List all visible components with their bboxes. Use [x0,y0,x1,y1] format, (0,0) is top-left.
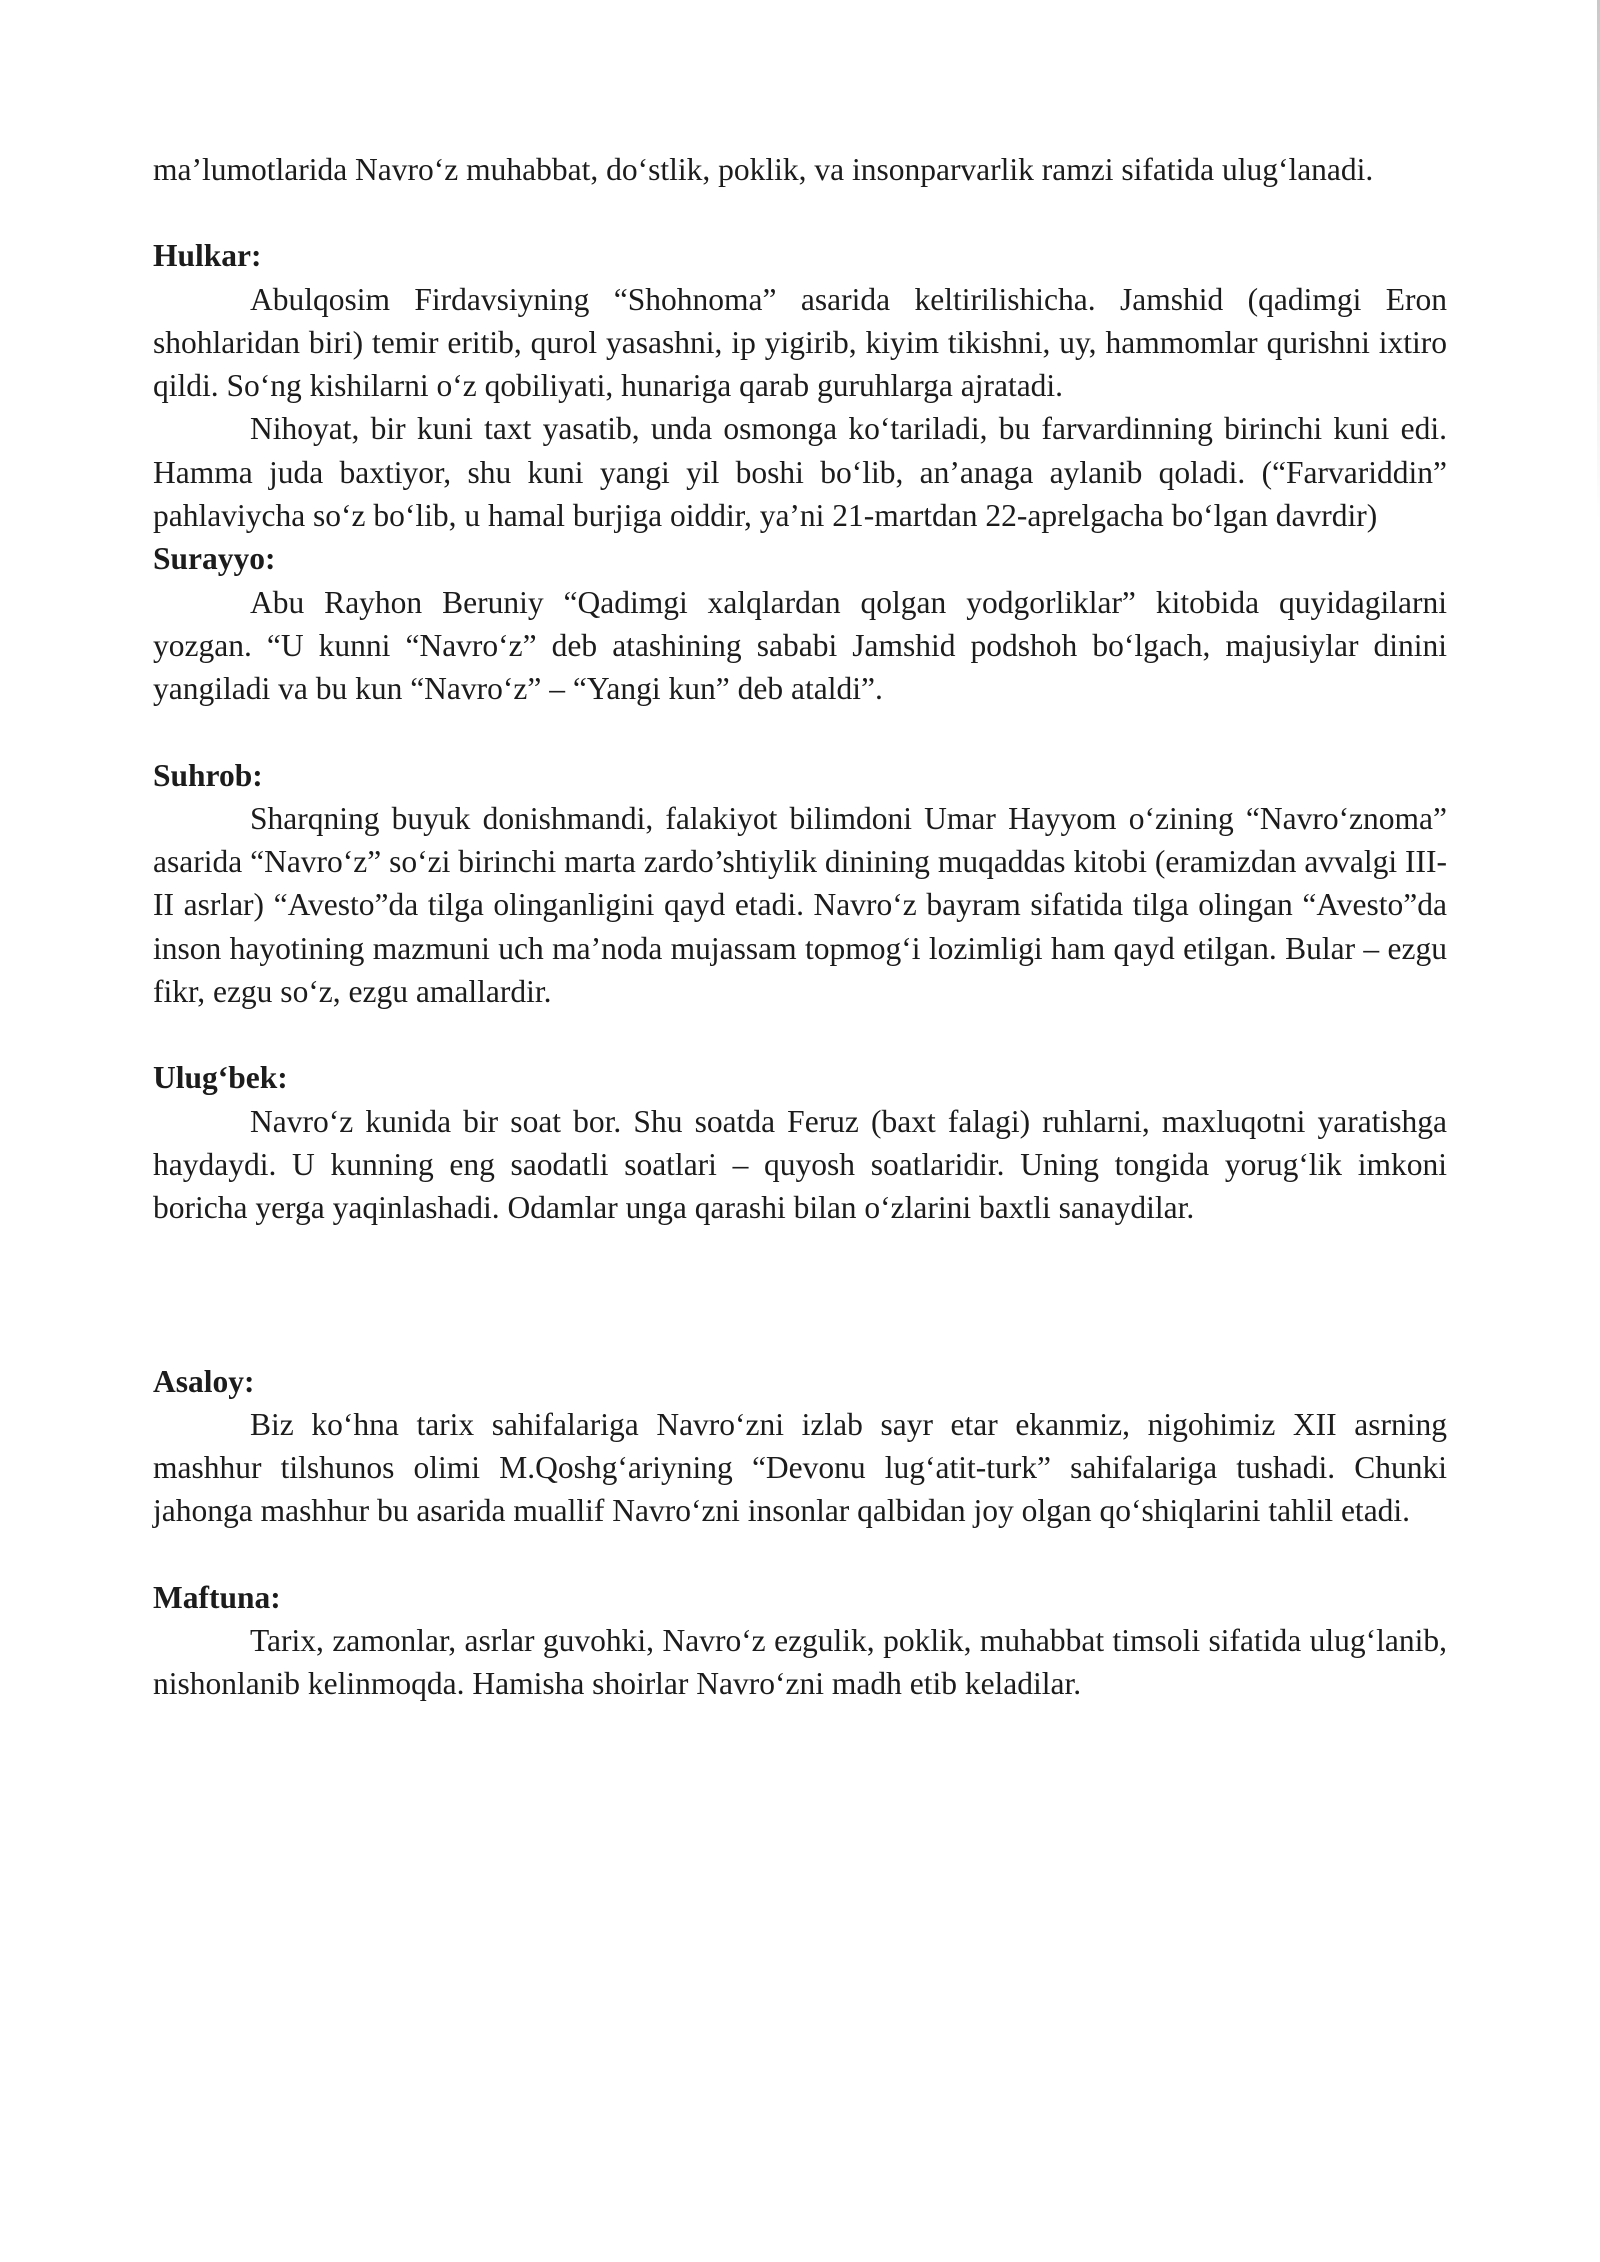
paragraph-hulkar-1: Abulqosim Firdavsiyning “Shohnoma” asarida keltirilishicha. Jamshid (qadimgi Eron shohlaridan biri) temir eritib, qurol yasashni, ip yigirib, kiyim tikishni, uy, hammomlar qurishni ixtiro qildi. So‘ng kishilarni o‘z qobiliyati, hunariga qarab guruhlarga ajratadi. [153,281,1447,404]
speaker-maftuna: Maftuna: [153,1579,281,1615]
paragraph-ulugbek-1: Navro‘z kunida bir soat bor. Shu soatda Feruz (baxt falagi) ruhlarni, maxluqotni yaratishga haydaydi. U kunning eng saodatli soatlari – quyosh soatlaridir. Uning tongida yorug‘lik imkoni boricha yerga yaqinlashadi. Odamlar unga qarashi bilan o‘zlarini baxtli sanaydilar. [153,1103,1447,1226]
speaker-ulugbek: Ulug‘bek: [153,1060,288,1096]
paragraph-hulkar-2: Nihoyat, bir kuni taxt yasatib, unda osmonga ko‘tariladi, bu farvardinning birinchi kuni edi. Hamma juda baxtiyor, shu kuni yangi yil boshi bo‘lib, an’anaga aylanib qoladi. (“Farvariddin” pahlaviycha so‘z bo‘lib, u hamal burjiga oiddir, ya’ni 21-martdan 22-aprelgacha bo‘lgan davrdir) [153,411,1447,534]
spacer [153,1230,1447,1360]
spacer [153,711,1447,754]
speaker-asaloy: Asaloy: [153,1363,255,1399]
speaker-hulkar: Hulkar: [153,238,262,274]
speaker-surayyo: Surayyo: [153,541,276,577]
speaker-suhrob: Suhrob: [153,757,263,793]
paragraph-surayyo-1: Abu Rayhon Beruniy “Qadimgi xalqlardan qolgan yodgorliklar” kitobida quyidagilarni yozgan. “U kunni “Navro‘z” deb atashining sababi Jamshid podshoh bo‘lgach, majusiylar dinini yangiladi va bu kun “Navro‘z” – “Yangi kun” deb ataldi”. [153,584,1447,707]
spacer [153,1533,1447,1576]
paragraph-maftuna-1: Tarix, zamonlar, asrlar guvohki, Navro‘z ezgulik, poklik, muhabbat timsoli sifatida ulug‘lanib, nishonlanib kelinmoqda. Hamisha shoirlar Navro‘zni madh etib keladilar. [153,1623,1447,1702]
intro-paragraph: ma’lumotlarida Navro‘z muhabbat, do‘stlik, poklik, va insonparvarlik ramzi sifatida ulug‘lanadi. [153,152,1374,187]
spacer [153,1013,1447,1056]
spacer [153,191,1447,234]
paragraph-asaloy-1: Biz ko‘hna tarix sahifalariga Navro‘zni izlab sayr etar ekanmiz, nigohimiz XII asrning mashhur tilshunos olimi M.Qoshg‘ariyning “Devonu lug‘atit-turk” sahifalariga tushadi. Chunki jahonga mashhur bu asarida muallif Navro‘zni insonlar qalbidan joy olgan qo‘shiqlarini tahlil etadi. [153,1406,1447,1529]
paragraph-suhrob-1: Sharqning buyuk donishmandi, falakiyot bilimdoni Umar Hayyom o‘zining “Navro‘znoma” asarida “Navro‘z” so‘zi birinchi marta zardo’shtiylik dinining muqaddas kitobi (eramizdan avvalgi III-II asrlar) “Avesto”da tilga olinganligini qayd etadi. Navro‘z bayram sifatida tilga olingan “Avesto”da inson hayotining mazmuni uch ma’noda mujassam topmog‘i lozimligi ham qayd etilgan. Bular – ezgu fikr, ezgu so‘z, ezgu amallardir. [153,800,1447,1010]
document-page [153,148,1447,1706]
